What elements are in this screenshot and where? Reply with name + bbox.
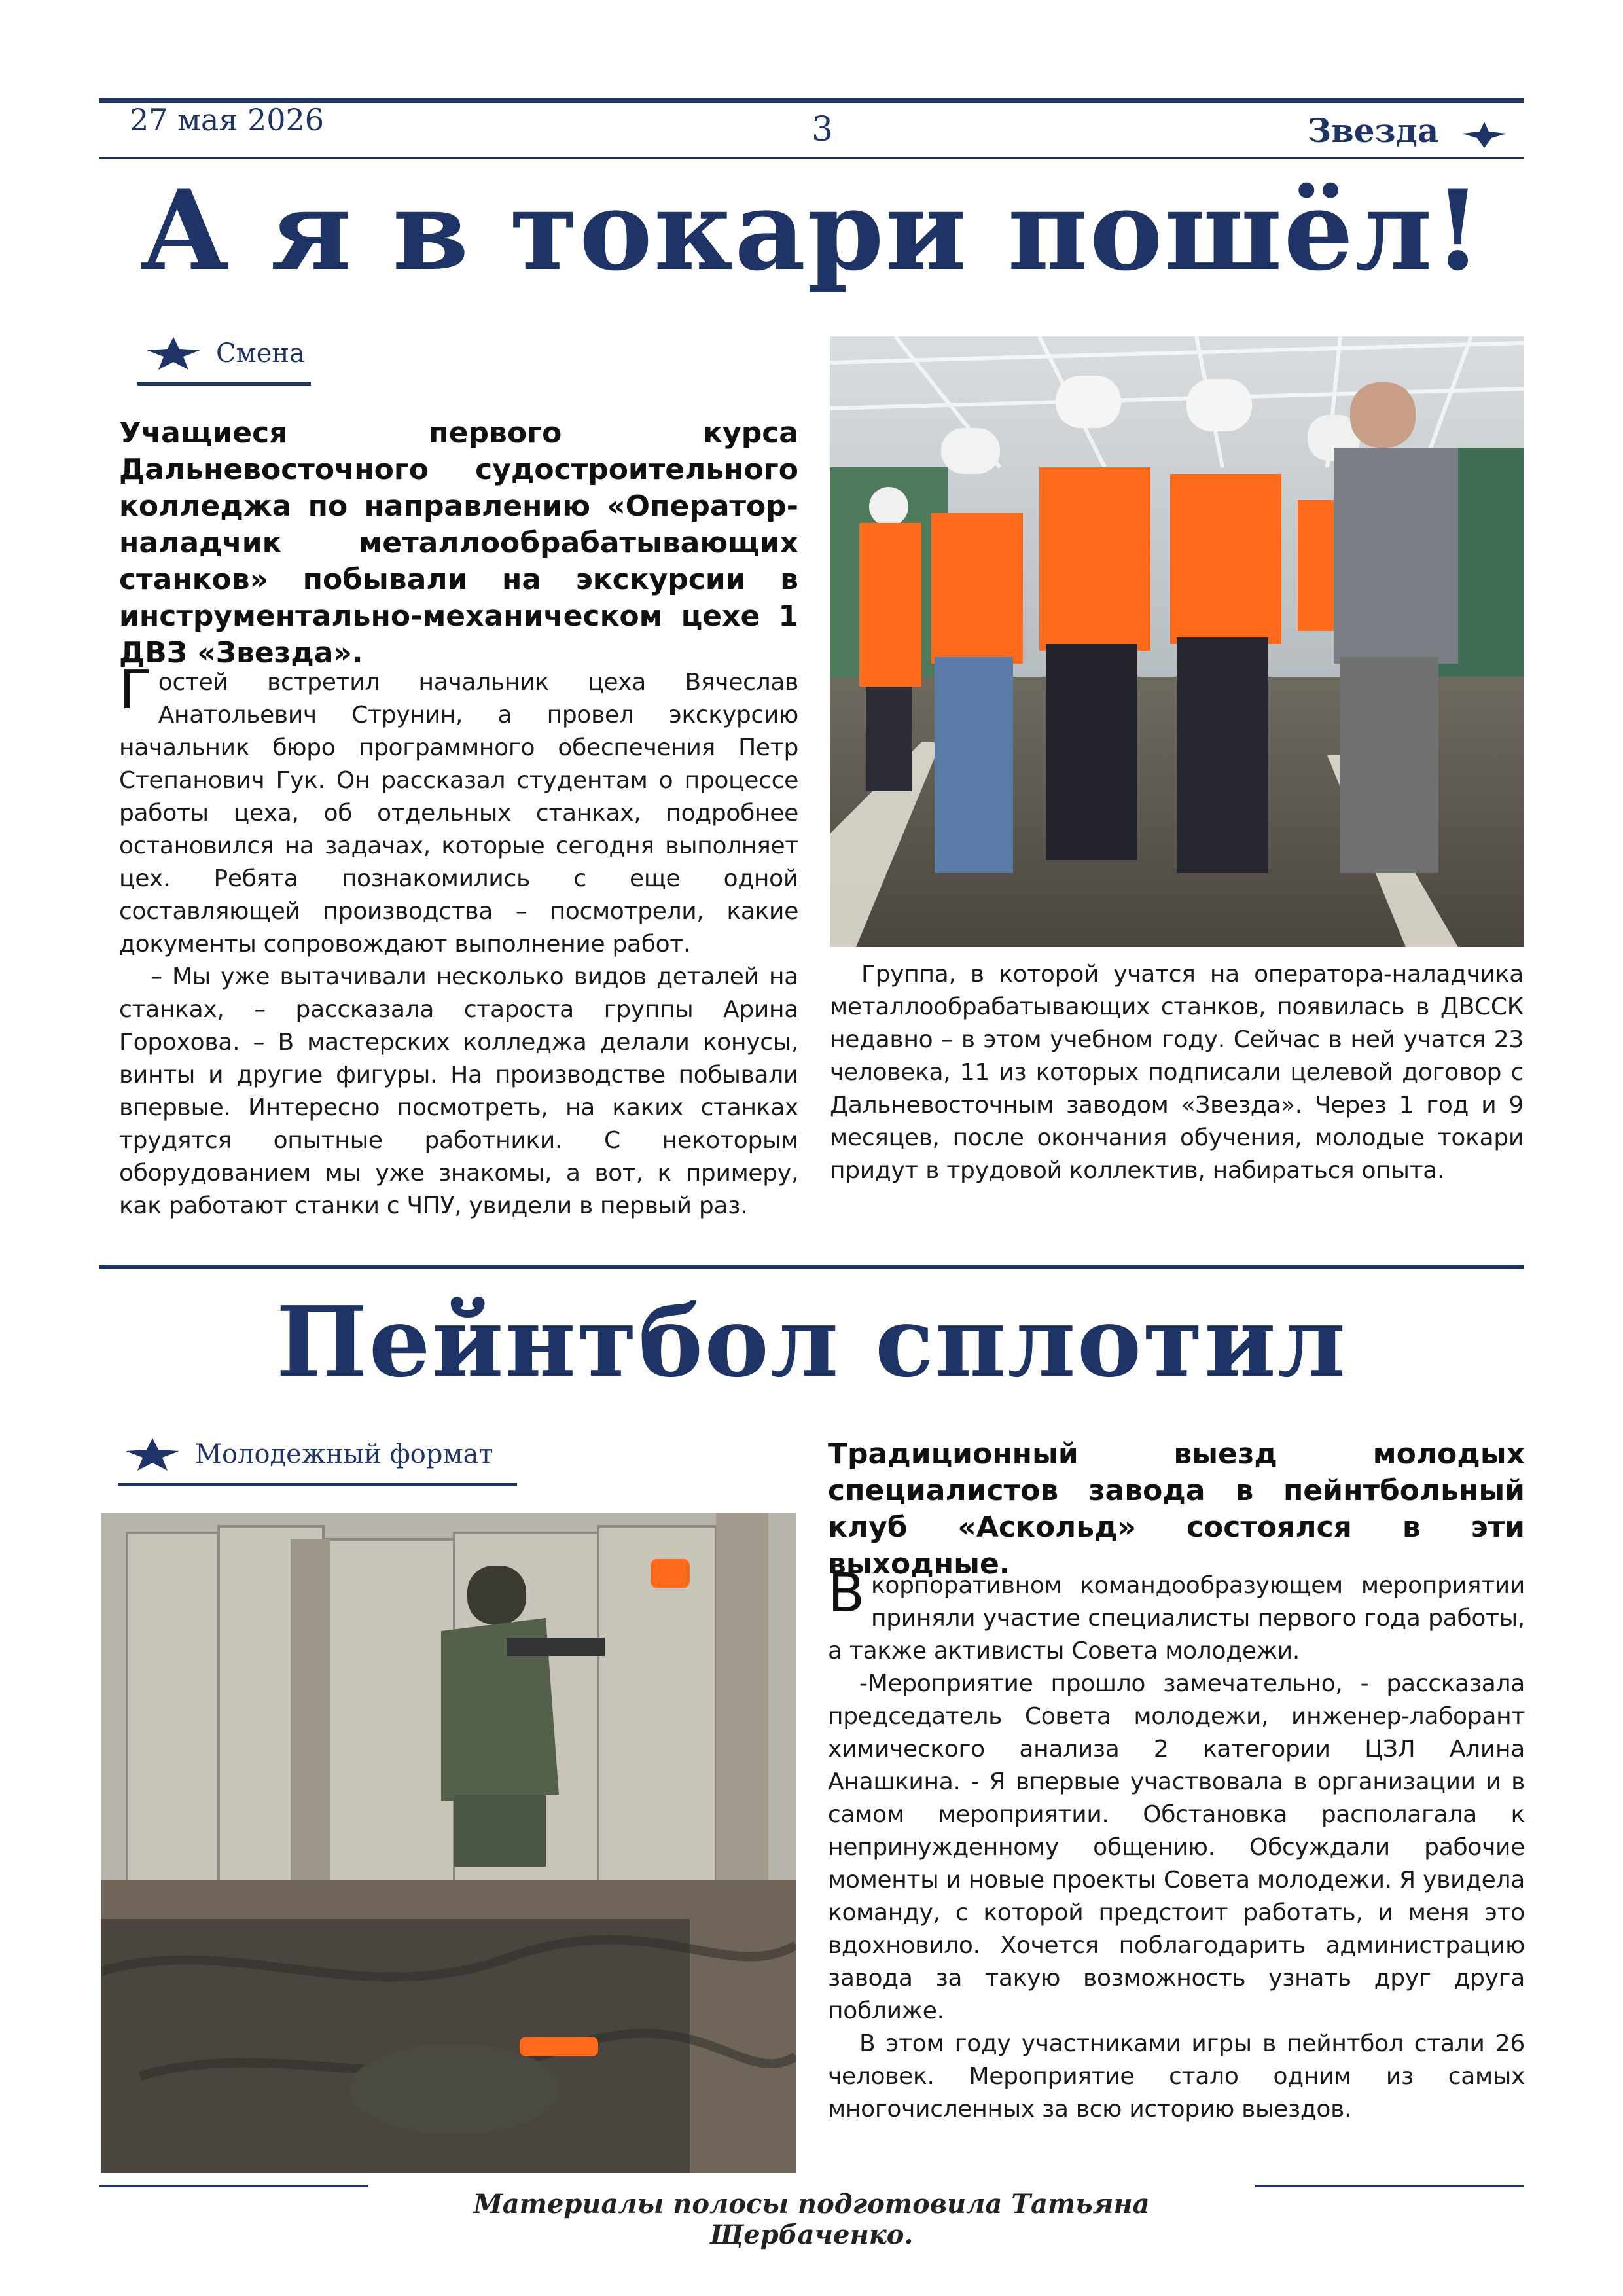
dropcap: В	[828, 1562, 865, 1624]
article2-rubric	[124, 1437, 493, 1472]
article2-headline: Пейнтбол сплотил	[276, 1285, 1347, 1399]
rubric-underline	[118, 1483, 517, 1486]
article1-paragraph: – Мы уже вытачивали несколько видов деталей на станках, – рассказала староста группы Арина Горохова. – В мастерских колледжа делали конусы, винты и другие фигуры. На производстве побывали впервые. Интересно посмотреть, на каких станках трудятся опытные работники. С некоторым оборудованием мы уже знакомы, а вот, к примеру, как работают станки с ЧПУ, увидели в первый раз.	[119, 963, 798, 1219]
star-icon	[145, 336, 202, 371]
issue-date: 27 мая 2026	[130, 102, 325, 137]
article1-body-right	[830, 958, 1524, 1187]
article1-paragraph: Группа, в которой учатся на оператора-наладчика металлообрабатывающих станков, появилась в ДВССК недавно – в этом учебном году. Сейчас в ней учатся 23 человека, 11 из которых подписали целевой договор с Дальневосточным заводом «Звезда». Через 1 год и 9 месяцев, после окончания обучения, молодые токари придут в трудовой коллектив, набираться опыта.	[830, 961, 1524, 1184]
article1-rubric	[145, 336, 305, 371]
footer-right-rule	[1255, 2185, 1524, 2187]
article2-lead: Традиционный выезд молодых специалистов завода в пейнтбольный клуб «Аскольд» состоялся в эти выходные.	[828, 1437, 1525, 1581]
footer-left-rule	[99, 2185, 368, 2187]
rubric-underline	[137, 382, 311, 386]
article2-paragraph: Вкорпоративном командообразующем мероприятии приняли участие специалисты первого года работы, а также активисты Совета молодежи.	[828, 1562, 1525, 1664]
newspaper-name: Звезда	[1308, 111, 1439, 150]
article2-paragraph: В этом году участниками игры в пейнтбол стали 26 человек. Мероприятие стало одним из самых многочисленных за всю историю выездов.	[828, 2030, 1525, 2123]
workshop-excursion-photo	[830, 336, 1524, 947]
section-divider	[99, 1265, 1524, 1269]
dropcap: Г	[119, 659, 152, 721]
page-number: 3	[812, 110, 834, 149]
star-icon	[124, 1437, 181, 1472]
rubric-label: Смена	[216, 338, 305, 368]
footer-credit: Материалы полосы подготовила Татьяна Щербаченко.	[473, 2189, 1150, 2250]
article1-headline: А я в токари пошёл!	[139, 166, 1484, 295]
paintball-photo	[101, 1513, 796, 2173]
article2-paragraph: -Мероприятие прошло замечательно, - рассказала председатель Совета молодежи, инженер-лаборант химического анализа 2 категории ЦЗЛ Алина Анашкина. - Я впервые участвовала в организации и в самом мероприятии. Обстановка располагала к непринужденному общению. Обсуждали рабочие моменты и новые проекты Совета молодежи. Я увидела команду, с которой предстоит работать, и меня это вдохновило. Хочется поблагодарить администрацию завода за такую возможность узнать друг друга поближе.	[828, 1670, 1525, 2024]
article1-paragraph: Гостей встретил начальник цеха Вячеслав Анатольевич Струнин, а провел экскурсию начальник бюро программного обеспечения Петр Степанович Гук. Он рассказал студентам о процессе работы цеха, об отдельных станках, подробнее остановился на задачах, которые сегодня выполняет цех. Ребята познакомились с еще одной составляющей производства – посмотрели, какие документы сопровождают выполнение работ.	[119, 659, 798, 958]
article1-lead: Учащиеся первого курса Дальневосточного судостроительного колледжа по направлению «Оператор-наладчик металлообрабатывающих станков» побывали на экскурсии в инструментально-механическом цехе 1 ДВЗ «Звезда».	[119, 416, 798, 670]
header-bottom-rule	[99, 157, 1524, 159]
rubric-label: Молодежный формат	[195, 1439, 493, 1469]
star-plane-icon	[1461, 120, 1508, 149]
article1-body-left	[119, 659, 798, 1223]
article2-body	[828, 1562, 1525, 2126]
